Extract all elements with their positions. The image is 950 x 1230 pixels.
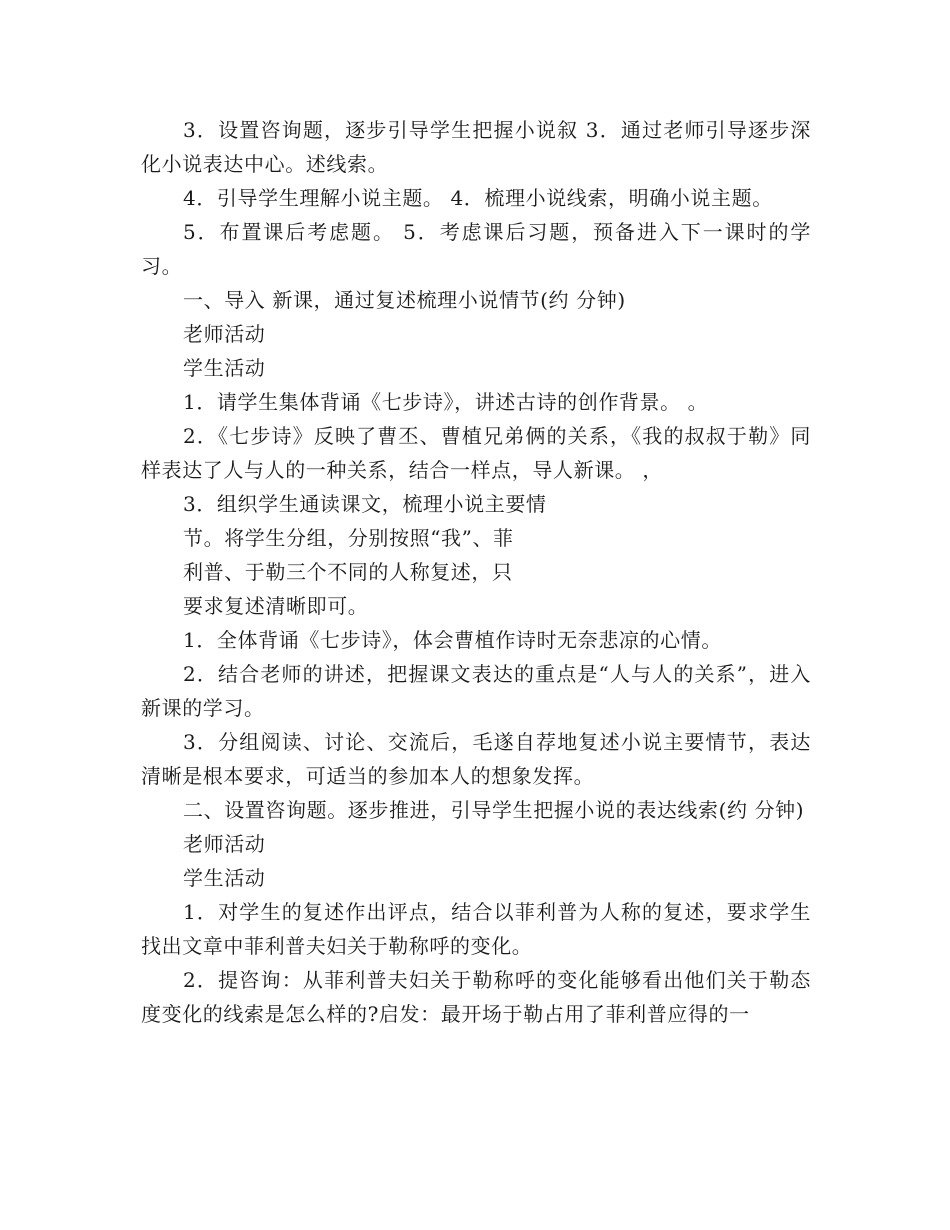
paragraph-1: 3．设置咨询题，逐步引导学生把握小说叙 3．通过老师引导逐步深化小说表达中心。述线索。: [141, 118, 811, 176]
paragraph-9: 3．组织学生通读课文，梳理小说主要情: [183, 492, 547, 516]
section-heading-1: 一、导入 新课，通过复述梳理小说情节(约 分钟): [183, 288, 626, 312]
paragraph-7: 1．请学生集体背诵《七步诗》，讲述古诗的创作背景。 。: [183, 390, 709, 414]
paragraph-8: 2．《七步诗》反映了曹丕、曹植兄弟俩的关系，《我的叔叔于勒》同样表达了人与人的一种关系，结合一样点，导人新课。 ，: [141, 424, 811, 482]
paragraph-10: 节。将学生分组，分别按照“我”、菲: [183, 526, 514, 550]
paragraph-2: 4．引导学生理解小说主题。 4．梳理小说线索，明确小说主题。: [183, 186, 773, 210]
paragraph-11: 利普、于勒三个不同的人称复述，只: [183, 560, 513, 584]
document-page: [141, 113, 811, 1031]
paragraph-12: 要求复述清晰即可。: [183, 594, 369, 618]
paragraph-19: 1．对学生的复述作出评点，结合以菲利普为人称的复述，要求学生找出文章中菲利普夫妇关于勒称呼的变化。: [141, 900, 811, 958]
student-activity-label-2: 学生活动: [183, 866, 266, 890]
paragraph-15: 3．分组阅读、讨论、交流后，毛遂自荐地复述小说主要情节，表达清晰是根本要求，可适当的参加本人的想象发挥。: [141, 730, 811, 788]
paragraph-3: 5．布置课后考虑题。 5．考虑课后习题，预备进入下一课时的学习。: [141, 220, 811, 278]
teacher-activity-label-2: 老师活动: [183, 832, 266, 856]
student-activity-label-1: 学生活动: [183, 356, 266, 380]
teacher-activity-label-1: 老师活动: [183, 322, 266, 346]
section-heading-2: 二、设置咨询题。逐步推进，引导学生把握小说的表达线索(约 分钟): [183, 798, 805, 822]
paragraph-13: 1．全体背诵《七步诗》，体会曹植作诗时无奈悲凉的心情。: [183, 628, 722, 652]
paragraph-20: 2．提咨询：从菲利普夫妇关于勒称呼的变化能够看出他们关于勒态度变化的线索是怎么样的?启发：最开场于勒占用了菲利普应得的一: [141, 968, 811, 1026]
paragraph-14: 2．结合老师的讲述，把握课文表达的重点是“人与人的关系”，进入新课的学习。: [141, 662, 811, 720]
